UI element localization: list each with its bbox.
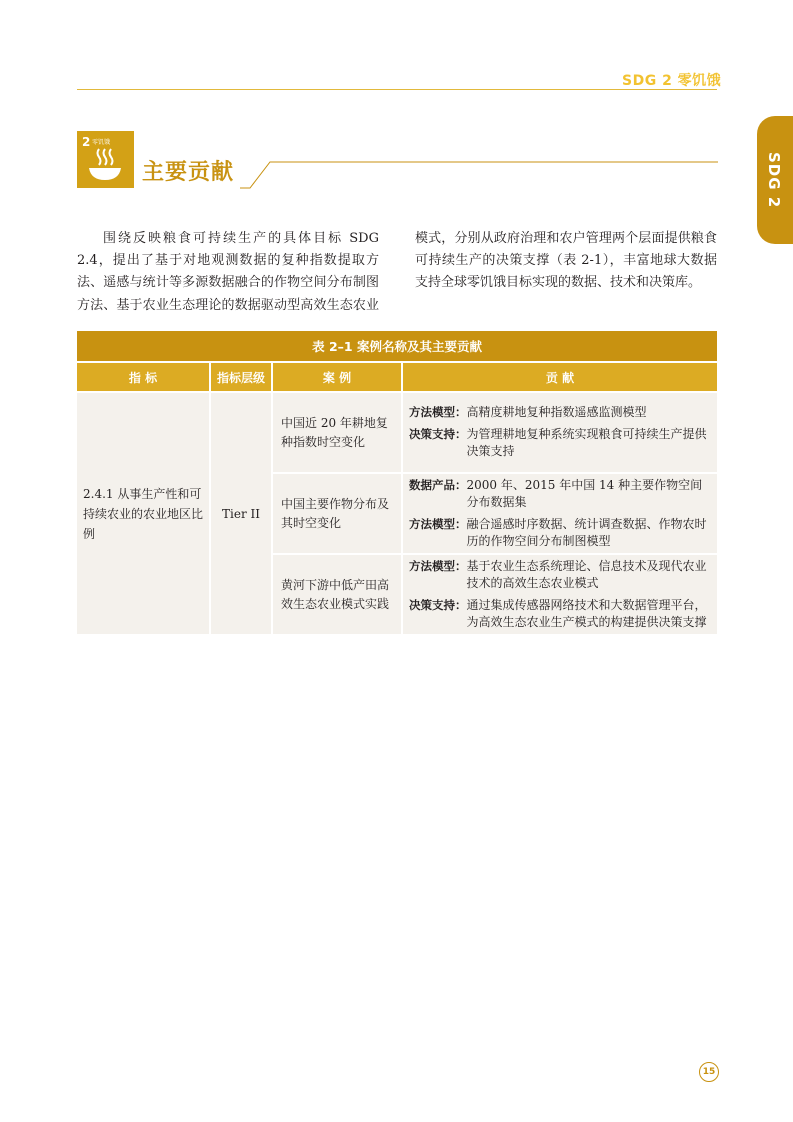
contribution-key: 决策支持：: [409, 426, 467, 441]
table-caption: 表 2–1 案例名称及其主要贡献: [77, 331, 717, 362]
contribution-table: [77, 331, 717, 634]
running-header: SDG 2 零饥饿: [622, 73, 722, 89]
case-name: 黄河下游中低产田高效生态农业模式实践: [273, 553, 401, 634]
case-name: 中国近 20 年耕地复种指数时空变化: [281, 415, 388, 449]
contribution-item: [409, 426, 711, 461]
contribution-group: [403, 472, 717, 553]
header-contribution: 贡 献: [402, 362, 717, 392]
indicator-cell: 2.4.1 从事生产性和可持续农业的农业地区比例: [77, 392, 210, 634]
contribution-item: [409, 558, 711, 593]
contributions-cell: [402, 392, 717, 634]
contribution-item: [409, 404, 711, 422]
contribution-item: [409, 597, 711, 632]
contribution-key: 方法模型：: [409, 558, 467, 573]
contribution-key: 决策支持：: [409, 597, 467, 612]
title-underline: [240, 156, 718, 190]
header-case: 案 例: [272, 362, 402, 392]
tier-cell: Tier II: [210, 392, 272, 634]
page-number: 15: [699, 1062, 719, 1082]
sdg-icon: [77, 131, 134, 188]
contribution-item: [409, 516, 711, 551]
header-indicator: 指 标: [77, 362, 210, 392]
contribution-key: 数据产品：: [409, 477, 467, 492]
case-name: 中国主要作物分布及其时空变化: [273, 472, 401, 553]
bowl-icon: [85, 147, 125, 183]
side-tab: [757, 116, 793, 244]
side-tab-label: SDG 2: [765, 152, 783, 209]
contribution-value: 2000 年、2015 年中国 14 种主要作物空间分布数据集: [466, 477, 703, 509]
cases-cell: [272, 392, 402, 634]
contribution-value: 为管理耕地复种系统实现粮食可持续生产提供决策支持: [466, 426, 707, 459]
contribution-value: 融合遥感时序数据、统计调查数据、作物农时历的作物空间分布制图模型: [466, 516, 707, 548]
contribution-group: [403, 553, 717, 634]
contribution-value: 基于农业生态系统理论、信息技术及现代农业技术的高效生态农业模式: [466, 558, 707, 590]
contribution-group: [403, 393, 717, 472]
contribution-item: [409, 477, 711, 512]
contribution-value: 通过集成传感器网络技术和大数据管理平台，为高效生态农业生产模式的构建提供决策支撑: [466, 597, 707, 629]
sdg-number: 2: [82, 135, 91, 149]
sdg-label: 零饥饿: [92, 139, 111, 146]
section-title: 主要贡献: [142, 160, 235, 185]
contribution-key: 方法模型：: [409, 516, 467, 531]
intro-paragraph: 围绕反映粮食可持续生产的具体目标 SDG 2.4，提出了基于对地观测数据的复种指数提取方法、遥感与统计等多源数据融合的作物空间分布制图方法、基于农业生态理论的数据驱动型高效生态农业模式，分别从政府治理和农户管理两个层面提供粮食可持续生产的决策支撑（表 2-1），丰富地球大数据支持全球零饥饿目标实现的数据、技术和决策库。: [77, 231, 717, 313]
contribution-key: 方法模型：: [409, 405, 467, 420]
header-rule: [77, 89, 717, 90]
header-tier: 指标层级: [210, 362, 272, 392]
contribution-value: 高精度耕地复种指数遥感监测模型: [466, 405, 647, 420]
